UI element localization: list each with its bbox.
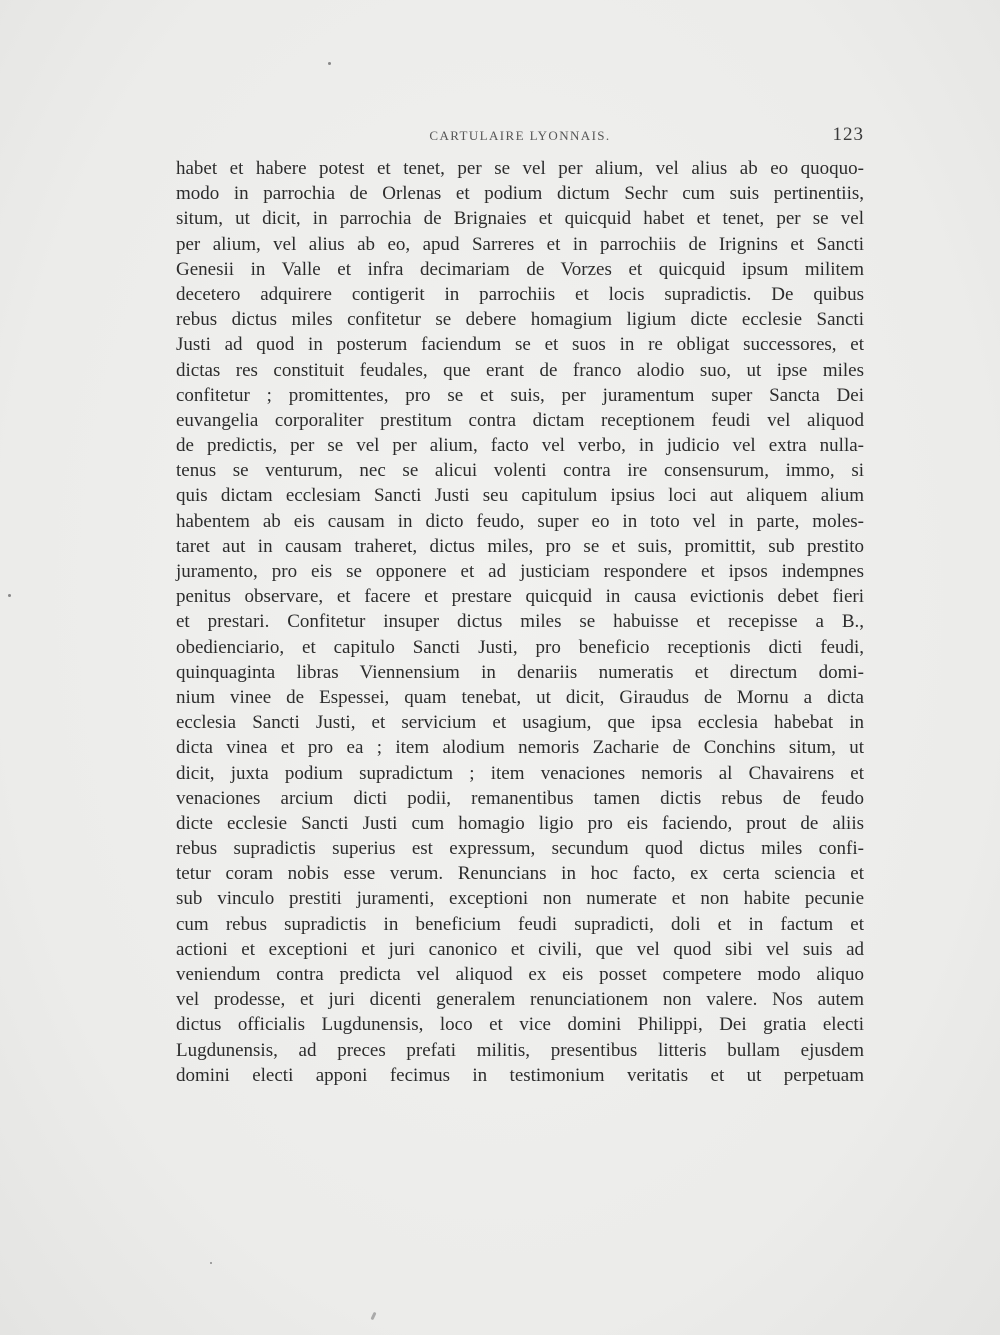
- paper-speck: [370, 1312, 376, 1321]
- text-line: penitus observare, et facere et prestare quicquid in causa evictionis debet fieri: [176, 586, 864, 608]
- text-line: tenus se venturum, nec se alicui volenti contra ire consensurum, immo, si: [176, 460, 864, 482]
- paper-speck: [210, 1262, 212, 1264]
- text-line: modo in parrochia de Orlenas et podium dictum Sechr cum suis pertinentiis,: [176, 183, 864, 205]
- running-title: CARTULAIRE LYONNAIS.: [429, 128, 611, 143]
- text-line: dictus officialis Lugdunensis, loco et vice domini Philippi, Dei gratia electi: [176, 1014, 864, 1036]
- text-line: dictas res constituit feudales, que erant de franco alodio suo, ut ipse miles: [176, 359, 864, 381]
- running-head: [176, 124, 864, 148]
- text-line: nium vinee de Espessei, quam tenebat, ut dicit, Giraudus de Mornu a dicta: [176, 686, 864, 708]
- text-line: quinquaginta libras Viennensium in denariis numeratis et directum domi-: [176, 661, 864, 683]
- text-line: vel prodesse, et juri dicenti generalem renunciationem non valere. Nos autem: [176, 989, 864, 1011]
- text-line: sub vinculo prestiti juramenti, exceptioni non numerate et non habite pecunie: [176, 888, 864, 910]
- text-line: domini electi apponi fecimus in testimonium veritatis et ut perpetuam: [176, 1064, 864, 1086]
- text-line: taret aut in causam traheret, dictus miles, pro se et suis, promittit, sub prestito: [176, 535, 864, 557]
- text-line: rebus supradictis superius est expressum, secundum quod dictus miles confi-: [176, 838, 864, 860]
- text-line: Genesii in Valle et infra decimariam de Vorzes et quicquid ipsum militem: [176, 258, 864, 280]
- text-line: Justi ad quod in posterum faciendum se et suos in re obligat successores, et: [176, 334, 864, 356]
- text-line: quis dictam ecclesiam Sancti Justi seu capitulum ipsius loci aut aliquem alium: [176, 485, 864, 507]
- paper-speck: [328, 62, 331, 65]
- paper-speck: [8, 594, 11, 597]
- text-line: rebus dictus miles confitetur se debere homagium ligium dicte ecclesie Sancti: [176, 309, 864, 331]
- text-line: confitetur ; promittentes, pro se et suis, per juramentum super Sancta Dei: [176, 384, 864, 406]
- text-line: per alium, vel alius ab eo, apud Sarreres et in parrochiis de Irignins et Sancti: [176, 233, 864, 255]
- text-line: juramento, pro eis se opponere et ad justiciam respondere et ipsos indempnes: [176, 561, 864, 582]
- text-line: actioni et exceptioni et juri canonico et civili, que vel quod sibi vel suis ad: [176, 938, 864, 960]
- text-line: veniendum contra predicta vel aliquod ex eis posset competere modo aliquo: [176, 964, 864, 985]
- text-line: Lugdunensis, ad preces prefati militis, presentibus litteris bullam ejusdem: [176, 1039, 864, 1061]
- text-line: et prestari. Confitetur insuper dictus miles se habuisse et recepisse a B.,: [176, 611, 864, 633]
- text-line: tetur coram nobis esse verum. Renuncians in hoc facto, ex certa sciencia et: [176, 863, 864, 885]
- text-line: de predictis, per se vel per alium, facto vel verbo, in judicio vel extra nulla-: [176, 435, 864, 457]
- text-line: dicta vinea et pro ea ; item alodium nemoris Zacharie de Conchins situm, ut: [176, 737, 864, 759]
- text-line: dicit, juxta podium supradictum ; item venaciones nemoris al Chavairens et: [176, 762, 864, 784]
- text-line: euvangelia corporaliter prestitum contra dictam receptionem feudi vel aliquod: [176, 409, 864, 431]
- text-line: obedienciario, et capitulo Sancti Justi, pro beneficio receptionis dicti feudi,: [176, 636, 864, 658]
- text-line: cum rebus supradictis in beneficium feudi supradicti, doli et in factum et: [176, 913, 864, 935]
- text-line: habet et habere potest et tenet, per se vel per alium, vel alius ab eo quoquo-: [176, 158, 864, 179]
- page-number: 123: [832, 124, 864, 145]
- text-line: venaciones arcium dicti podii, remanentibus tamen dictis rebus de feudo: [176, 787, 864, 809]
- body-text: [176, 156, 864, 1088]
- text-line: dicte ecclesie Sancti Justi cum homagio ligio pro eis faciendo, prout de aliis: [176, 812, 864, 834]
- text-line: situm, ut dicit, in parrochia de Brignaies et quicquid habet et tenet, per se vel: [176, 208, 864, 230]
- text-line: decetero adquirere contigerit in parrochiis et locis supradictis. De quibus: [176, 283, 864, 305]
- text-line: habentem ab eis causam in dicto feudo, super eo in toto vel in parte, moles-: [176, 510, 864, 532]
- text-line: ecclesia Sancti Justi, et servicium et usagium, que ipsa ecclesia habebat in: [176, 712, 864, 734]
